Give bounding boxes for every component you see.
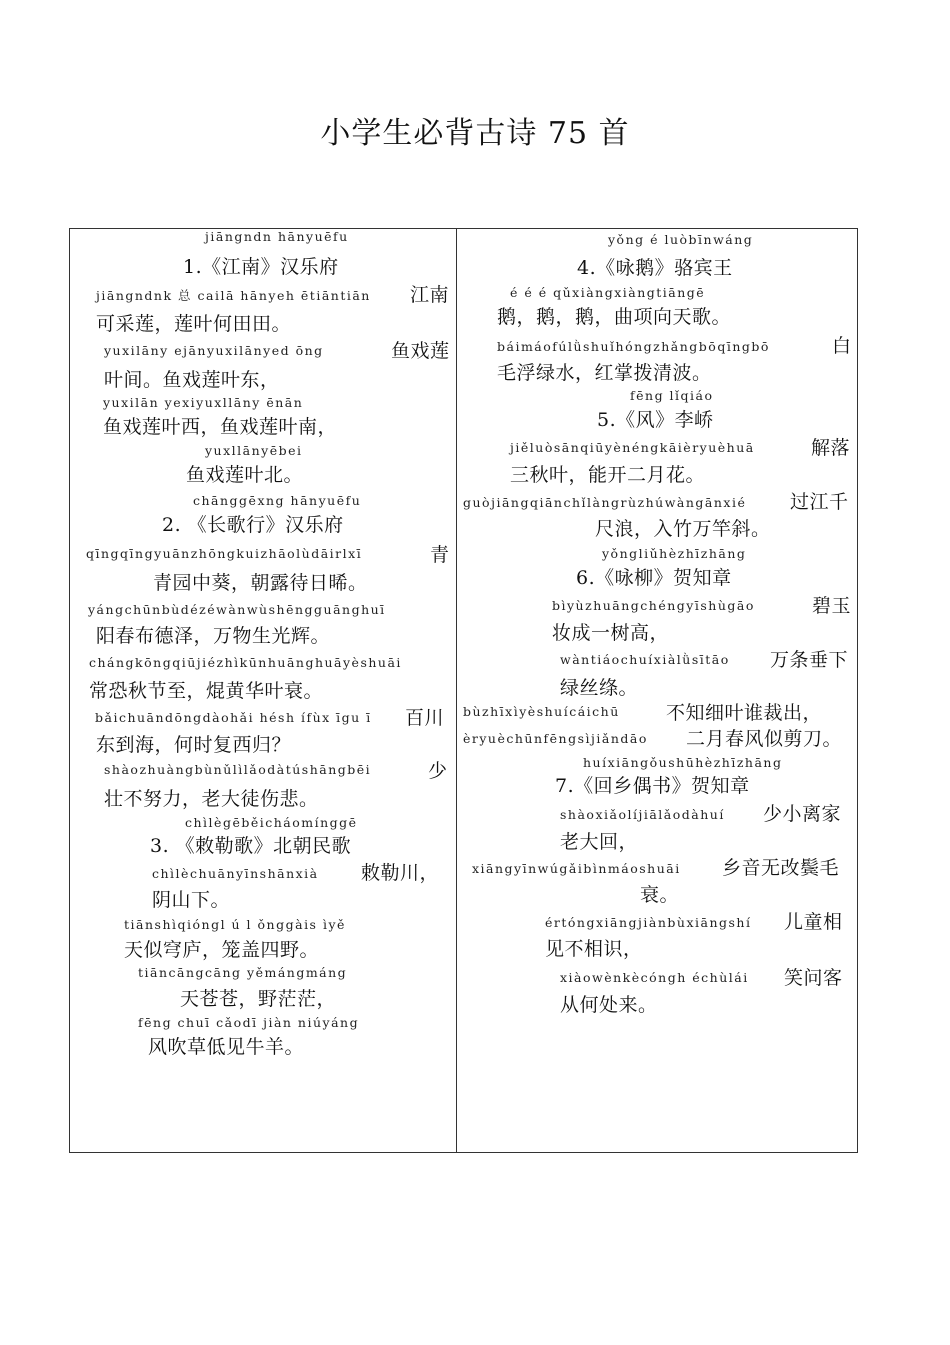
pinyin-line: yuxllānyēbei	[205, 443, 303, 458]
poem-text: 常恐秋节至，焜黄华叶衰。	[89, 680, 324, 702]
poem-text: 不知细叶谁裁出，	[666, 702, 823, 724]
pinyin-line: é é é qǔxiàngxiàngtiāngē	[510, 285, 706, 300]
pinyin-line: èryuèchūnfēngsìjiǎndāo	[463, 731, 648, 746]
poem-text: 风吹草低见牛羊。	[148, 1036, 305, 1058]
poem-text: 见不相识，	[545, 938, 643, 960]
poem-text: 叶间。鱼戏莲叶东，	[104, 369, 280, 391]
poem-text: 碧玉	[812, 595, 852, 617]
poem-text: 衰。	[640, 884, 680, 906]
poem-text: 过江千	[790, 491, 849, 513]
poem-text: 青园中葵，朝露待日晞。	[153, 572, 368, 594]
poem-text: 妆成一树高，	[552, 622, 670, 644]
poem-text: 乡音无改鬓毛	[722, 857, 840, 879]
pinyin-line: jiěluòsānqiūyènéngkāièryuèhuā	[510, 440, 755, 455]
poem-text: 解落	[811, 437, 851, 459]
pinyin-line: yǒng é luòbīnwáng	[608, 232, 754, 247]
poem-heading: 3. 《敕勒歌》北朝民歌	[150, 835, 352, 857]
poem-text: 天苍苍，野茫茫，	[180, 988, 337, 1010]
pinyin-line: shàozhuàngbùnǔlìlǎodàtúshāngbēi	[104, 762, 372, 777]
poem-text: 东到海，何时复西归？	[96, 734, 292, 756]
poem-text: 从何处来。	[560, 994, 658, 1016]
poem-heading: 5.《风》李峤	[597, 409, 714, 431]
pinyin-line: báimáofúlǜshuǐhóngzhǎngbōqīngbō	[497, 339, 770, 354]
poem-heading: 2. 《长歌行》汉乐府	[162, 514, 344, 536]
poem-text: 老大回，	[560, 831, 639, 853]
pinyin-line: tiāncāngcāng yěmángmáng	[138, 965, 348, 980]
poem-text: 青	[430, 544, 450, 566]
pinyin-line: xiāngyīnwúgǎibìnmáoshuāi	[472, 861, 681, 876]
column-divider	[456, 228, 457, 1153]
pinyin-line: fēng lǐqiáo	[630, 388, 714, 403]
pinyin-line: chìlèchuānyīnshānxià	[152, 866, 319, 881]
pinyin-line: qīngqīngyuānzhōngkuizhāolùdāirlxī	[86, 546, 363, 561]
pinyin-line: wàntiáochuíxiàlǜsītāo	[560, 652, 730, 667]
poem-text: 敕勒川，	[361, 862, 440, 884]
pinyin-line: bìyùzhuāngchéngyīshùgāo	[552, 598, 755, 613]
poem-text: 儿童相	[784, 911, 843, 933]
poem-text: 笑问客	[784, 967, 843, 989]
poem-text: 尺浪，入竹万竿斜。	[595, 518, 771, 540]
poem-heading: 6.《咏柳》贺知章	[576, 567, 732, 589]
poem-text: 少小离家	[763, 803, 842, 825]
pinyin-line: fēng chuī cǎodī jiàn niúyáng	[138, 1015, 360, 1030]
poem-text: 阴山下。	[152, 889, 231, 911]
poem-text: 阳春布德泽，万物生光辉。	[96, 625, 331, 647]
pinyin-line: shàoxiǎolíjiālǎodàhuí	[560, 807, 725, 822]
pinyin-line: jiāngndnk 总 cailā hānyeh ētiāntiān	[96, 288, 371, 303]
poem-text: 鱼戏莲叶北。	[186, 464, 304, 486]
poem-text: 鱼戏莲	[391, 340, 450, 362]
poem-text: 天似穹庐，笼盖四野。	[124, 939, 320, 961]
poem-text: 鱼戏莲叶西，鱼戏莲叶南，	[103, 416, 338, 438]
poem-text: 百川	[405, 707, 445, 729]
pinyin-line: jiāngndn hānyuēfu	[205, 229, 349, 244]
poem-text: 绿丝绦。	[560, 677, 639, 699]
poem-text: 毛浮绿水，红掌拨清波。	[497, 362, 712, 384]
pinyin-line: bùzhīxìyèshuícáichū	[463, 704, 620, 719]
poem-text: 江南	[410, 284, 450, 306]
pinyin-line: tiānshìqióngl ú l ǒnggàis ìyě	[124, 917, 346, 932]
pinyin-line: yǒngliǔhèzhīzhāng	[602, 546, 747, 561]
pinyin-line: yuxilān yexiyuxllāny ēnān	[103, 395, 304, 410]
pinyin-line: bǎichuāndōngdàohǎi hésh ífùx īgu ī	[95, 710, 372, 725]
pinyin-line: xiàowènkècóngh échùlái	[560, 970, 749, 985]
poem-text: 三秋叶，能开二月花。	[510, 464, 706, 486]
pinyin-line: chìlègēběicháomínggē	[185, 815, 358, 830]
poem-text: 鹅，鹅，鹅，曲项向天歌。	[497, 306, 732, 328]
pinyin-line: értóngxiāngjiànbùxiāngshí	[545, 915, 752, 930]
pinyin-line: huíxiāngǒushūhèzhīzhāng	[583, 755, 783, 770]
poem-text: 二月春风似剪刀。	[686, 728, 843, 750]
poem-text: 白	[832, 335, 852, 357]
poem-text: 万条垂下	[770, 649, 849, 671]
page-title: 小学生必背古诗 75 首	[320, 116, 630, 151]
poem-heading: 7.《回乡偶书》贺知章	[555, 775, 750, 797]
pinyin-line: yuxilāny ejānyuxilānyed ōng	[104, 343, 324, 358]
pinyin-line: guòjiāngqiānchǐlàngrùzhúwàngānxié	[463, 495, 747, 510]
poem-text: 可采莲，莲叶何田田。	[96, 313, 292, 335]
poem-heading: 1.《江南》汉乐府	[183, 256, 339, 278]
pinyin-line: chángkōngqiūjiézhìkūnhuānghuāyèshuāi	[89, 655, 402, 670]
pinyin-line: yángchūnbùdézéwànwùshēngguānghuī	[88, 602, 386, 617]
poem-heading: 4.《咏鹅》骆宾王	[577, 257, 733, 279]
poem-text: 少	[428, 760, 448, 782]
pinyin-line: chānggēxng hānyuēfu	[193, 493, 362, 508]
poem-text: 壮不努力，老大徒伤悲。	[104, 788, 319, 810]
